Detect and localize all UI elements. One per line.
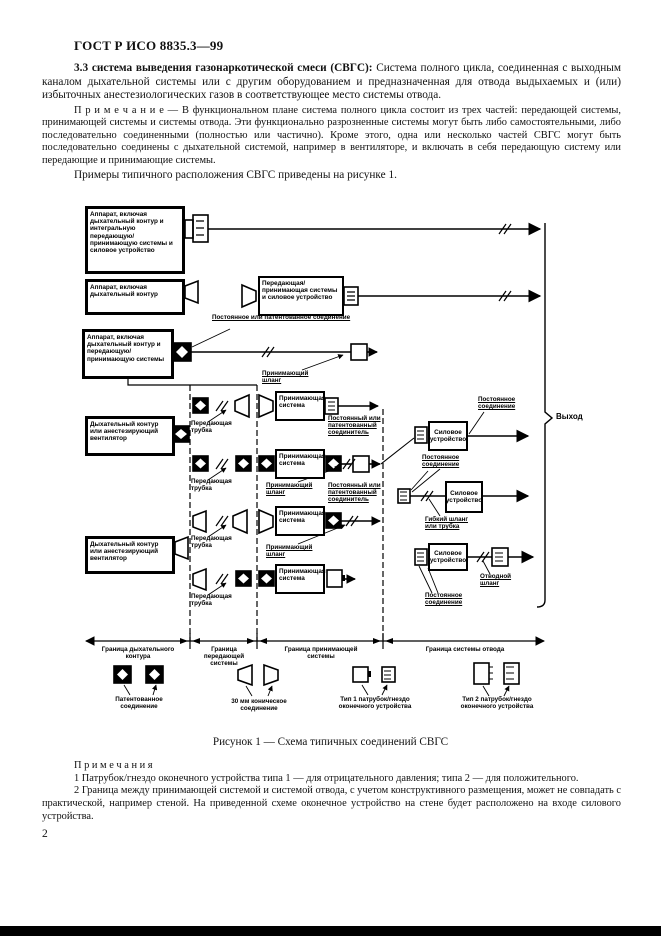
box-apparatus-transfer (82, 329, 174, 379)
label-boundary-transfer: Граница передающей системы (203, 646, 245, 668)
conical-connector-icon (233, 510, 247, 533)
conical-connector-icon (193, 511, 206, 532)
box-power-device-2 (445, 481, 483, 513)
label-transfer-tube-2: Передающая трубка (191, 478, 232, 493)
label-permanent-connection-3: Постоянное соединение (425, 592, 463, 607)
box-receiving-system-3 (275, 506, 325, 536)
legend-type2-icons (474, 663, 519, 696)
label-receiving-hose-1: Принимающий шланг (262, 370, 309, 385)
label-transfer-tube-4: Передающая трубка (191, 593, 232, 608)
box-label: Принимающая система (279, 395, 326, 410)
label-permanent-or-captive-connector-1: Постоянный или патентованный соединитель (328, 415, 381, 437)
label-transfer-tube-3: Передающая трубка (191, 535, 232, 550)
legend-type1-icons (353, 667, 395, 695)
figure-note-2: 2 Граница между принимающей системой и системой отвода, с учетом конструктивного размещения, может не совпадать с практической, например стеной. На приведенной схеме оконечное устройство на стене будет расположено на входе силового устройства. (42, 785, 621, 822)
conical-connector-icon (259, 510, 273, 533)
boundary-tick (373, 633, 393, 649)
captive-connector-icon (236, 571, 251, 586)
conical-connector-icon (193, 569, 206, 590)
body-text (42, 62, 621, 185)
box-label: Принимающая система (279, 453, 326, 468)
label-flexible-hose: Гибкий шланг или трубка (425, 516, 468, 531)
figure-1-diagram (40, 196, 622, 742)
box-receiving-system-2 (275, 449, 325, 479)
captive-connector-icon (259, 571, 274, 586)
page-number: 2 (42, 828, 48, 840)
label-transfer-tube-1: Передающая трубка (191, 420, 232, 435)
box-label: Принимающая система (279, 568, 326, 583)
label-boundary-receiving: Граница принимающей системы (284, 646, 358, 661)
label-permanent-connection-1: Постоянное соединение (478, 396, 516, 411)
label-legend-captive: Патентованное соединение (115, 696, 163, 711)
examples-line: Примеры типичного расположения СВГС приведены на рисунке 1. (74, 169, 397, 182)
label-receiving-hose-2: Принимающий шланг (266, 482, 313, 497)
box-apparatus-full (85, 206, 185, 274)
conical-connector-icon (235, 395, 249, 417)
box-label: Дыхательный контур или анестезирующий вентилятор (90, 421, 159, 443)
captive-connector-icon (326, 456, 341, 471)
label-boundary-breathing: Граница дыхательного контура (101, 646, 175, 661)
box-label: Передающая/принимающая системы и силовое устройство (262, 280, 338, 302)
captive-connector-icon (326, 513, 341, 528)
box-label: Аппарат, включая дыхательный контур и интегральную передающую/принимающую системы и силовое устройство (90, 211, 173, 254)
legend-captive-icons (114, 666, 163, 695)
box-breathing-or-ventilator-1 (85, 416, 175, 456)
legend-conical-icons (238, 665, 278, 696)
box-breathing-or-ventilator-2 (85, 536, 175, 574)
box-label: Принимающая система (279, 510, 326, 525)
page-header: ГОСТ Р ИСО 8835.3—99 (74, 38, 224, 53)
figure-note-1: 1 Патрубок/гнездо оконечного устройства типа 1 — для отрицательного давления; типа 2 — для положительного. (74, 772, 579, 784)
box-label: Дыхательный контур или анестезирующий вентилятор (90, 541, 159, 563)
paragraph-3-3 (42, 62, 621, 103)
conical-connector-icon (185, 281, 198, 303)
label-permanent-or-captive-connection: Постоянное или патентованное соединение (212, 314, 351, 321)
label-discharge-hose: Отводной шланг (480, 573, 512, 588)
box-label: Силовое устройство (445, 489, 483, 504)
label-outlet: Выход (556, 412, 583, 421)
box-apparatus-breathing (85, 279, 185, 315)
note-paragraph (42, 105, 621, 167)
terminal-unit-icon (327, 570, 342, 587)
box-transfer-receiving-power (258, 276, 344, 316)
term: система выведения газонаркотической смеси (СВГС): (91, 62, 373, 74)
label-legend-conical: 30 мм коническое соединение (231, 698, 287, 713)
captive-connector-icon (173, 343, 191, 361)
conical-connector-icon (242, 285, 256, 307)
label-permanent-or-captive-connector-2: Постоянный или патентованный соединитель (328, 482, 381, 504)
box-label: Силовое устройство (429, 428, 467, 443)
clause-number: 3.3 (74, 62, 89, 74)
label-receiving-hose-3: Принимающий шланг (266, 544, 313, 559)
notes-heading: П р и м е ч а н и я (74, 760, 153, 771)
scan-edge (0, 926, 661, 936)
captive-connector-icon (173, 426, 189, 442)
plug-connector-icon (185, 220, 193, 238)
box-label: Аппарат, включая дыхательный контур и передающую/принимающую системы (87, 334, 165, 363)
conical-connector-icon (259, 395, 273, 417)
outlet-bracket (537, 223, 552, 607)
label-legend-type2: Тип 2 патрубок/гнездо оконечного устройства (460, 696, 534, 711)
captive-connector-icon (259, 456, 274, 471)
box-label: Силовое устройство (429, 549, 467, 564)
box-receiving-system-1 (275, 391, 325, 421)
box-power-device-3 (428, 543, 468, 571)
figure-caption: Рисунок 1 — Схема типичных соединений СВГС (212, 736, 449, 748)
box-label: Аппарат, включая дыхательный контур (90, 284, 158, 299)
captive-connector-icon (236, 456, 251, 471)
label-permanent-connection-2: Постоянное соединение (422, 454, 460, 469)
conical-connector-icon (175, 537, 188, 559)
label-legend-type1: Тип 1 патрубок/гнездо оконечного устройства (338, 696, 412, 711)
label-boundary-disposal: Граница системы отвода (425, 646, 505, 653)
box-power-device-1 (428, 421, 468, 451)
box-receiving-system-4 (275, 564, 325, 594)
note-label: П р и м е ч а н и е — (74, 104, 182, 116)
captive-connector-icon (193, 398, 208, 413)
definition-text: Система полного цикла, соединенная с выходным каналом дыхательной системы или с другим оборудованием и предназначенная для отвода выдыхаемых и (или) избыточных анестезиологических газов в соответствующее место системы отвода. (42, 62, 622, 102)
captive-connector-icon (193, 456, 208, 471)
note-text: В функциональном плане система полного цикла состоит из трех частей: передающей системы, принимающей системы и системы отвода. Эти функционально разрозненные системы могут быть либо самостоятельными, либо последовательно соединенными (полностью или частично). Кроме этого, одна или несколько частей СВГС могут быть последовательно соединены с дыхательной системой, например в вентиляторе, и включать в себя передающую систему или передающие и принимающие системы. (42, 104, 622, 166)
figure-notes (42, 760, 621, 823)
